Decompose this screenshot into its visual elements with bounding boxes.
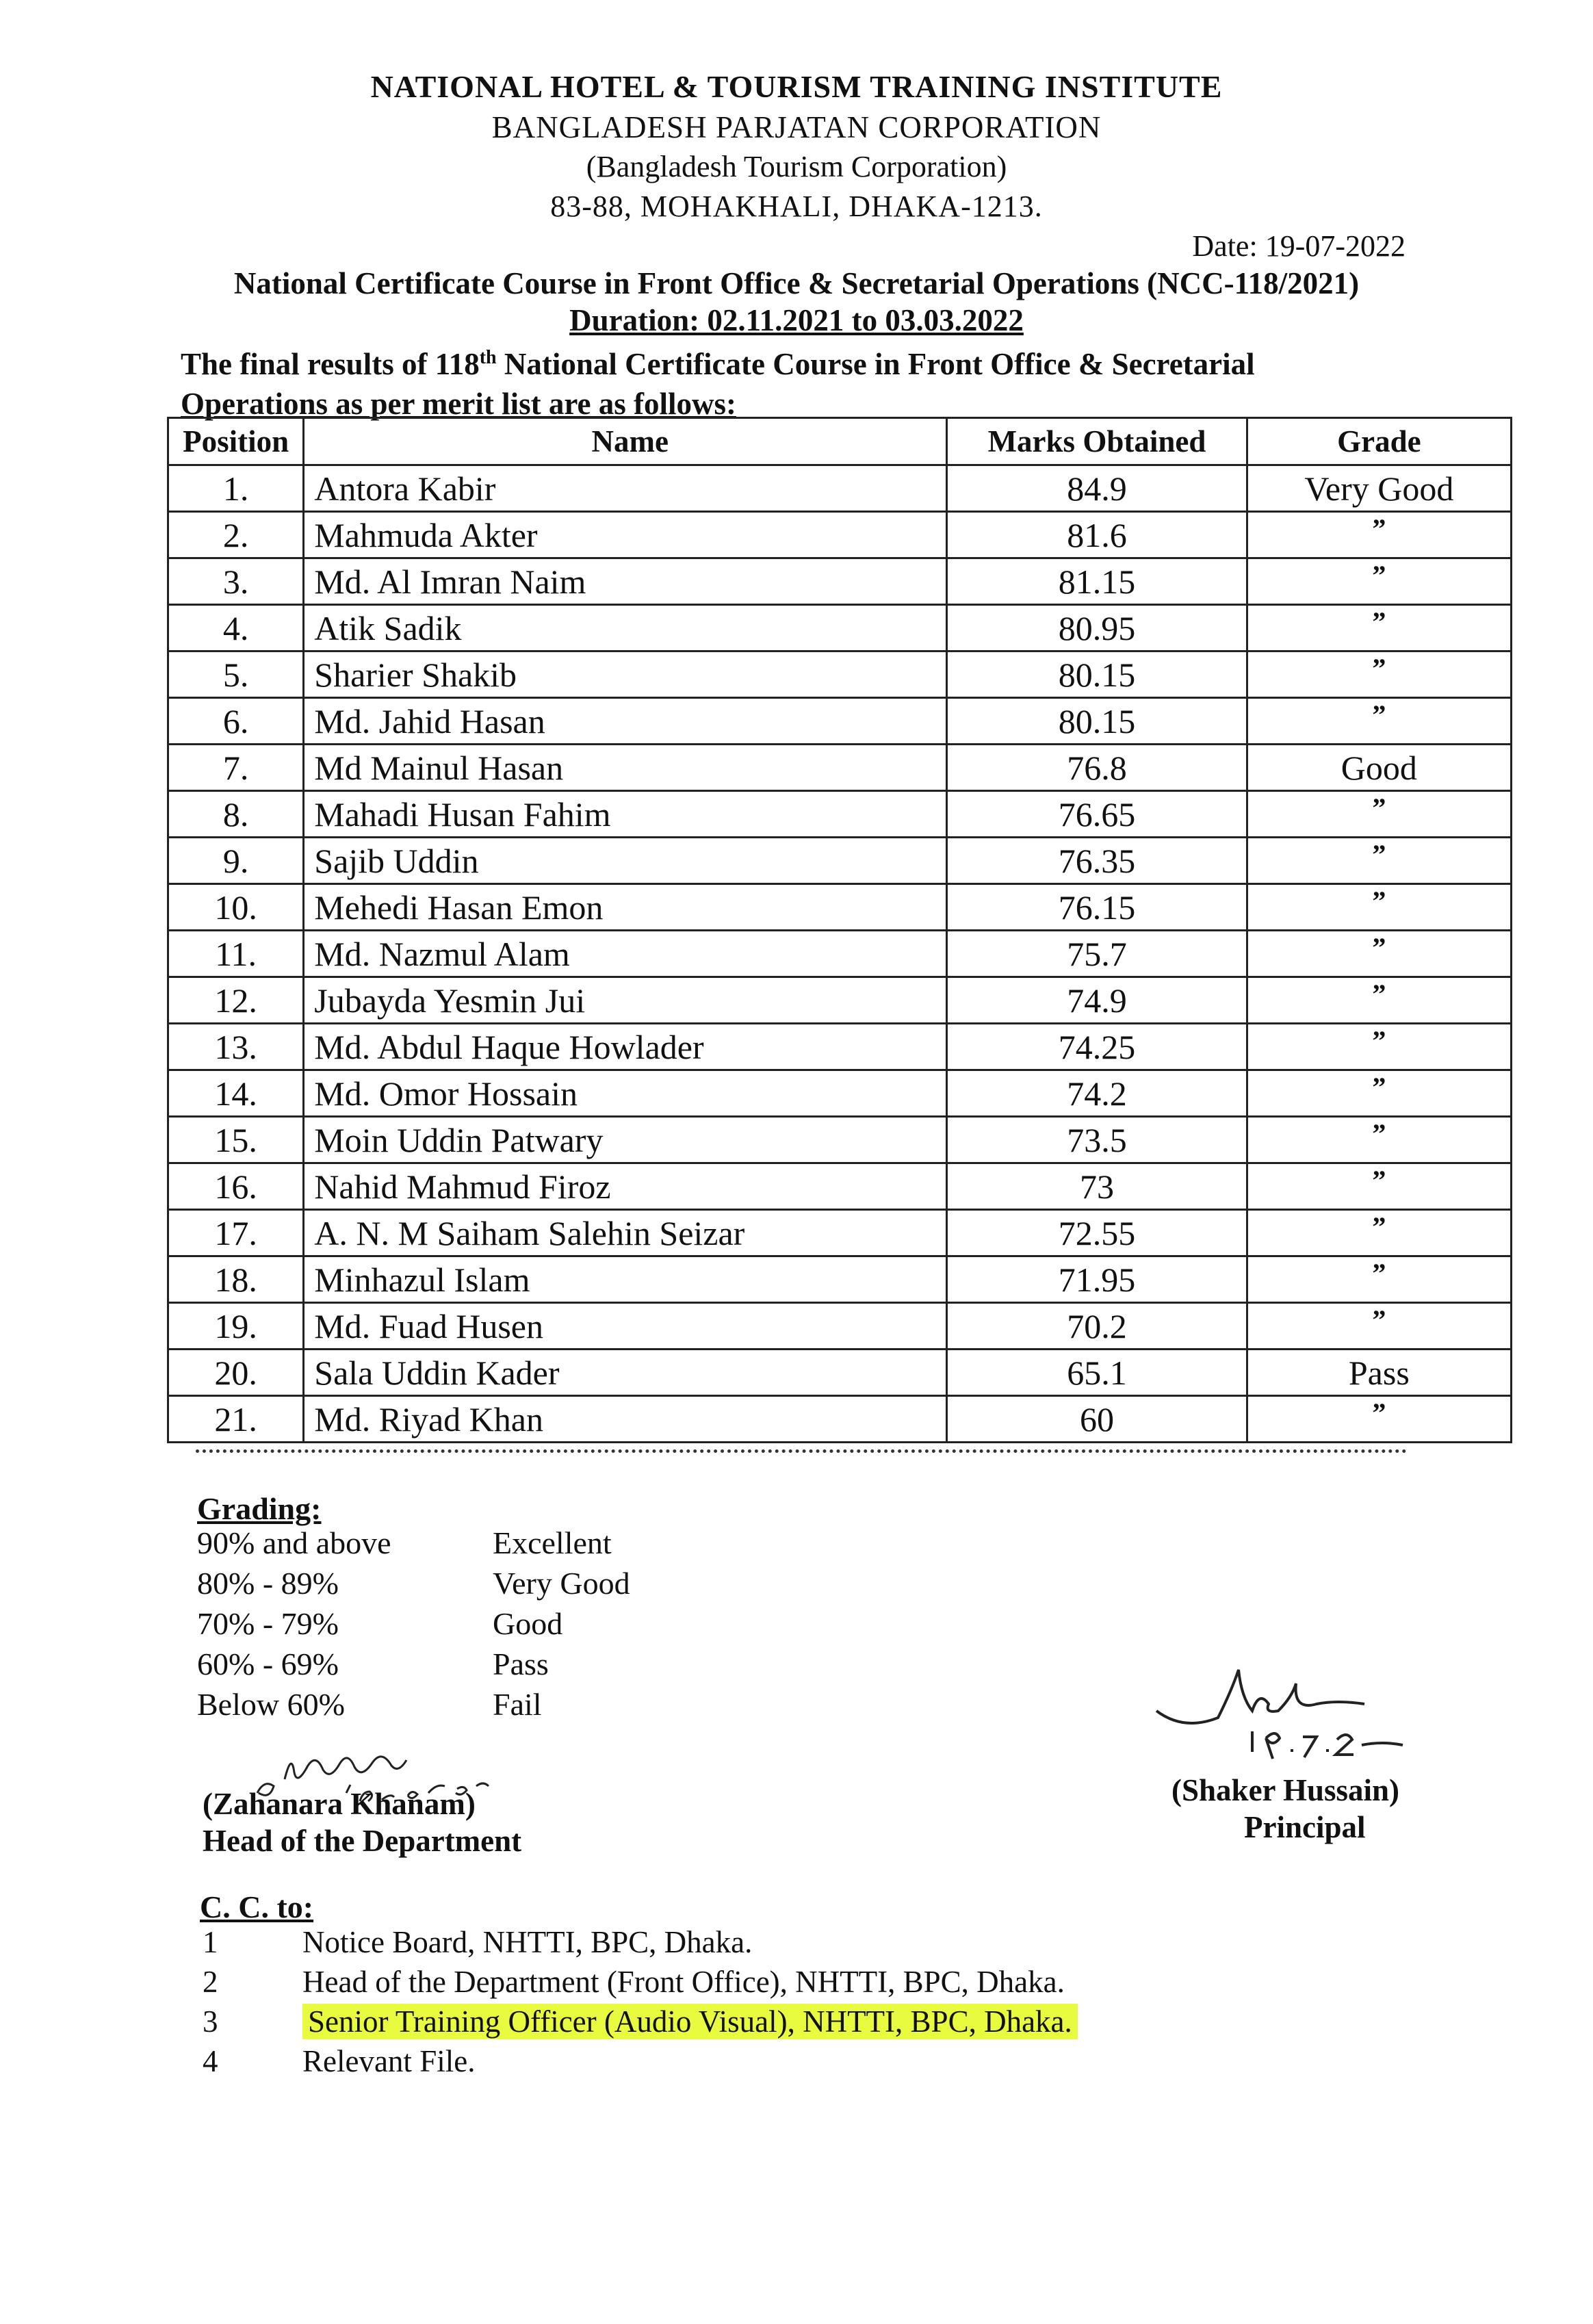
marks-cell: 73.5: [947, 1117, 1247, 1163]
position-cell: 16.: [168, 1163, 304, 1210]
marks-cell: 65.1: [947, 1350, 1247, 1396]
position-cell: 8.: [168, 791, 304, 838]
cc-list: [203, 1924, 1503, 2083]
grade-cell: [1247, 512, 1511, 558]
ditto-mark: ”: [1372, 1397, 1386, 1428]
table-row: [168, 698, 1512, 745]
header-position: Position: [168, 418, 304, 465]
table-header-row: [168, 418, 1512, 465]
grade-cell: [1247, 1256, 1511, 1303]
table-row: [168, 1210, 1512, 1256]
name-cell: Moin Uddin Patwary: [304, 1117, 947, 1163]
cc-item-text: Senior Training Officer (Audio Visual), NHTTI, BPC, Dhaka.: [302, 2004, 1078, 2039]
name-cell: Sajib Uddin: [304, 838, 947, 884]
ditto-mark: ”: [1372, 1211, 1386, 1242]
institute-name: NATIONAL HOTEL & TOURISM TRAINING INSTITUTE: [370, 69, 1223, 104]
document-date: Date: 19-07-2022: [1192, 229, 1406, 263]
cc-item-number: 1: [203, 1925, 218, 1959]
position-cell: 4.: [168, 605, 304, 651]
marks-cell: 81.6: [947, 512, 1247, 558]
name-cell: Md. Al Imran Naim: [304, 558, 947, 605]
hod-title: Head of the Department: [203, 1824, 522, 1858]
table-row: [168, 465, 1512, 512]
corporation-english-name: (Bangladesh Tourism Corporation): [586, 150, 1007, 183]
name-cell: Md. Fuad Husen: [304, 1303, 947, 1350]
position-cell: 19.: [168, 1303, 304, 1350]
grade-cell: [1247, 791, 1511, 838]
position-cell: 12.: [168, 977, 304, 1024]
ditto-mark: ”: [1372, 978, 1386, 1009]
results-table: [167, 417, 1512, 1443]
grading-row: [197, 1565, 744, 1605]
grading-label: Good: [493, 1606, 563, 1641]
grading-row: [197, 1646, 744, 1686]
cc-title: C. C. to:: [200, 1889, 314, 1924]
ditto-mark: ”: [1372, 1164, 1386, 1196]
cc-item: [203, 1924, 1503, 1964]
name-cell: Md. Nazmul Alam: [304, 931, 947, 977]
grading-row: [197, 1686, 744, 1727]
table-row: [168, 931, 1512, 977]
table-row: [168, 884, 1512, 931]
name-cell: Mahadi Husan Fahim: [304, 791, 947, 838]
name-cell: Jubayda Yesmin Jui: [304, 977, 947, 1024]
header-marks: Marks Obtained: [947, 418, 1247, 465]
grading-label: Very Good: [493, 1566, 630, 1601]
marks-cell: 73: [947, 1163, 1247, 1210]
position-cell: 9.: [168, 838, 304, 884]
grading-range: 90% and above: [197, 1525, 391, 1560]
intro-line-2: Operations as per merit list are as follows:: [181, 387, 736, 421]
intro-paragraph: [181, 338, 1437, 424]
grade-cell: [1247, 1117, 1511, 1163]
table-row: [168, 1350, 1512, 1396]
table-row: [168, 1117, 1512, 1163]
ditto-mark: ”: [1372, 931, 1386, 963]
cc-item-number: 2: [203, 1965, 218, 1999]
table-row: [168, 977, 1512, 1024]
ditto-mark: ”: [1372, 1118, 1386, 1149]
marks-cell: 80.95: [947, 605, 1247, 651]
course-duration: Duration: 02.11.2021 to 03.03.2022: [569, 303, 1024, 337]
header-grade: Grade: [1247, 418, 1511, 465]
grading-label: Fail: [493, 1687, 542, 1722]
grading-range: 70% - 79%: [197, 1606, 339, 1641]
marks-cell: 72.55: [947, 1210, 1247, 1256]
marks-cell: 70.2: [947, 1303, 1247, 1350]
grading-range: 80% - 89%: [197, 1566, 339, 1601]
grading-range: 60% - 69%: [197, 1647, 339, 1681]
marks-cell: 84.9: [947, 465, 1247, 512]
position-cell: 17.: [168, 1210, 304, 1256]
marks-cell: 74.25: [947, 1024, 1247, 1070]
grade-cell: [1247, 1070, 1511, 1117]
name-cell: Md. Abdul Haque Howlader: [304, 1024, 947, 1070]
grade-cell: [1247, 1396, 1511, 1443]
name-cell: Md. Omor Hossain: [304, 1070, 947, 1117]
ditto-mark: ”: [1372, 1304, 1386, 1335]
grading-label: Excellent: [493, 1525, 612, 1560]
cc-item: [203, 1964, 1503, 2004]
table-row: [168, 558, 1512, 605]
cc-item-text: Notice Board, NHTTI, BPC, Dhaka.: [302, 1925, 753, 1959]
grading-list: [197, 1525, 744, 1727]
corporation-name: BANGLADESH PARJATAN CORPORATION: [491, 110, 1102, 144]
marks-cell: 74.9: [947, 977, 1247, 1024]
marks-cell: 60: [947, 1396, 1247, 1443]
name-cell: Md. Riyad Khan: [304, 1396, 947, 1443]
name-cell: Mehedi Hasan Emon: [304, 884, 947, 931]
grade-cell: Very Good: [1247, 465, 1511, 512]
ditto-mark: ”: [1372, 1024, 1386, 1056]
cc-item-number: 4: [203, 2044, 218, 2078]
table-row: [168, 1024, 1512, 1070]
marks-cell: 80.15: [947, 698, 1247, 745]
grade-cell: [1247, 977, 1511, 1024]
name-cell: Atik Sadik: [304, 605, 947, 651]
grade-cell: Pass: [1247, 1350, 1511, 1396]
header-name: Name: [304, 418, 947, 465]
principal-title: Principal: [1244, 1810, 1366, 1844]
position-cell: 5.: [168, 651, 304, 698]
name-cell: Antora Kabir: [304, 465, 947, 512]
grade-cell: [1247, 698, 1511, 745]
grade-cell: [1247, 931, 1511, 977]
cc-item-text: Relevant File.: [302, 2044, 476, 2078]
name-cell: Md Mainul Hasan: [304, 745, 947, 791]
table-row: [168, 745, 1512, 791]
marks-cell: 76.8: [947, 745, 1247, 791]
name-cell: Minhazul Islam: [304, 1256, 947, 1303]
position-cell: 15.: [168, 1117, 304, 1163]
grading-title: Grading:: [197, 1491, 322, 1526]
table-row: [168, 838, 1512, 884]
grade-cell: [1247, 838, 1511, 884]
name-cell: Nahid Mahmud Firoz: [304, 1163, 947, 1210]
name-cell: Mahmuda Akter: [304, 512, 947, 558]
position-cell: 21.: [168, 1396, 304, 1443]
principal-signature: [1143, 1656, 1458, 1779]
intro-line-1: The final results of 118th National Certificate Course in Front Office & Secretarial: [181, 347, 1255, 381]
ditto-mark: ”: [1372, 885, 1386, 916]
marks-cell: 75.7: [947, 931, 1247, 977]
position-cell: 10.: [168, 884, 304, 931]
grade-cell: Good: [1247, 745, 1511, 791]
name-cell: Sala Uddin Kader: [304, 1350, 947, 1396]
position-cell: 14.: [168, 1070, 304, 1117]
table-row: [168, 512, 1512, 558]
grade-cell: [1247, 884, 1511, 931]
position-cell: 7.: [168, 745, 304, 791]
grade-cell: [1247, 605, 1511, 651]
table-row: [168, 1396, 1512, 1443]
position-cell: 2.: [168, 512, 304, 558]
marks-cell: 76.35: [947, 838, 1247, 884]
ditto-mark: ”: [1372, 838, 1386, 870]
grading-row: [197, 1605, 744, 1646]
position-cell: 13.: [168, 1024, 304, 1070]
table-row: [168, 651, 1512, 698]
position-cell: 18.: [168, 1256, 304, 1303]
ditto-mark: ”: [1372, 1071, 1386, 1102]
marks-cell: 71.95: [947, 1256, 1247, 1303]
marks-cell: 76.65: [947, 791, 1247, 838]
position-cell: 6.: [168, 698, 304, 745]
course-title: National Certificate Course in Front Office & Secretarial Operations (NCC-118/2021): [233, 266, 1360, 300]
position-cell: 11.: [168, 931, 304, 977]
cc-item-text: Head of the Department (Front Office), NHTTI, BPC, Dhaka.: [302, 1965, 1065, 1999]
name-cell: Md. Jahid Hasan: [304, 698, 947, 745]
cc-item: [203, 2004, 1503, 2043]
hod-name: (Zahanara Khanam): [203, 1787, 476, 1821]
table-row: [168, 1070, 1512, 1117]
table-row: [168, 791, 1512, 838]
grade-cell: [1247, 1163, 1511, 1210]
name-cell: A. N. M Saiham Salehin Seizar: [304, 1210, 947, 1256]
grading-range: Below 60%: [197, 1687, 345, 1722]
grading-label: Pass: [493, 1647, 549, 1681]
results-body: [168, 465, 1512, 1443]
ditto-mark: ”: [1372, 513, 1386, 544]
table-row: [168, 1303, 1512, 1350]
ditto-mark: ”: [1372, 699, 1386, 730]
dotted-separator: [196, 1449, 1407, 1453]
ditto-mark: ”: [1372, 792, 1386, 823]
table-row: [168, 1163, 1512, 1210]
table-row: [168, 1256, 1512, 1303]
address: 83-88, MOHAKHALI, DHAKA-1213.: [550, 190, 1043, 223]
grade-cell: [1247, 1210, 1511, 1256]
ditto-mark: ”: [1372, 652, 1386, 684]
grade-cell: [1247, 651, 1511, 698]
ditto-mark: ”: [1372, 1257, 1386, 1289]
cc-item: [203, 2043, 1503, 2083]
grade-cell: [1247, 1024, 1511, 1070]
ditto-mark: ”: [1372, 559, 1386, 591]
marks-cell: 80.15: [947, 651, 1247, 698]
name-cell: Sharier Shakib: [304, 651, 947, 698]
marks-cell: 74.2: [947, 1070, 1247, 1117]
position-cell: 1.: [168, 465, 304, 512]
grade-cell: [1247, 558, 1511, 605]
table-row: [168, 605, 1512, 651]
cc-item-number: 3: [203, 2004, 218, 2039]
grading-row: [197, 1525, 744, 1565]
position-cell: 20.: [168, 1350, 304, 1396]
position-cell: 3.: [168, 558, 304, 605]
ditto-mark: ”: [1372, 606, 1386, 637]
marks-cell: 81.15: [947, 558, 1247, 605]
marks-cell: 76.15: [947, 884, 1247, 931]
principal-name: (Shaker Hussain): [1171, 1773, 1400, 1807]
grade-cell: [1247, 1303, 1511, 1350]
